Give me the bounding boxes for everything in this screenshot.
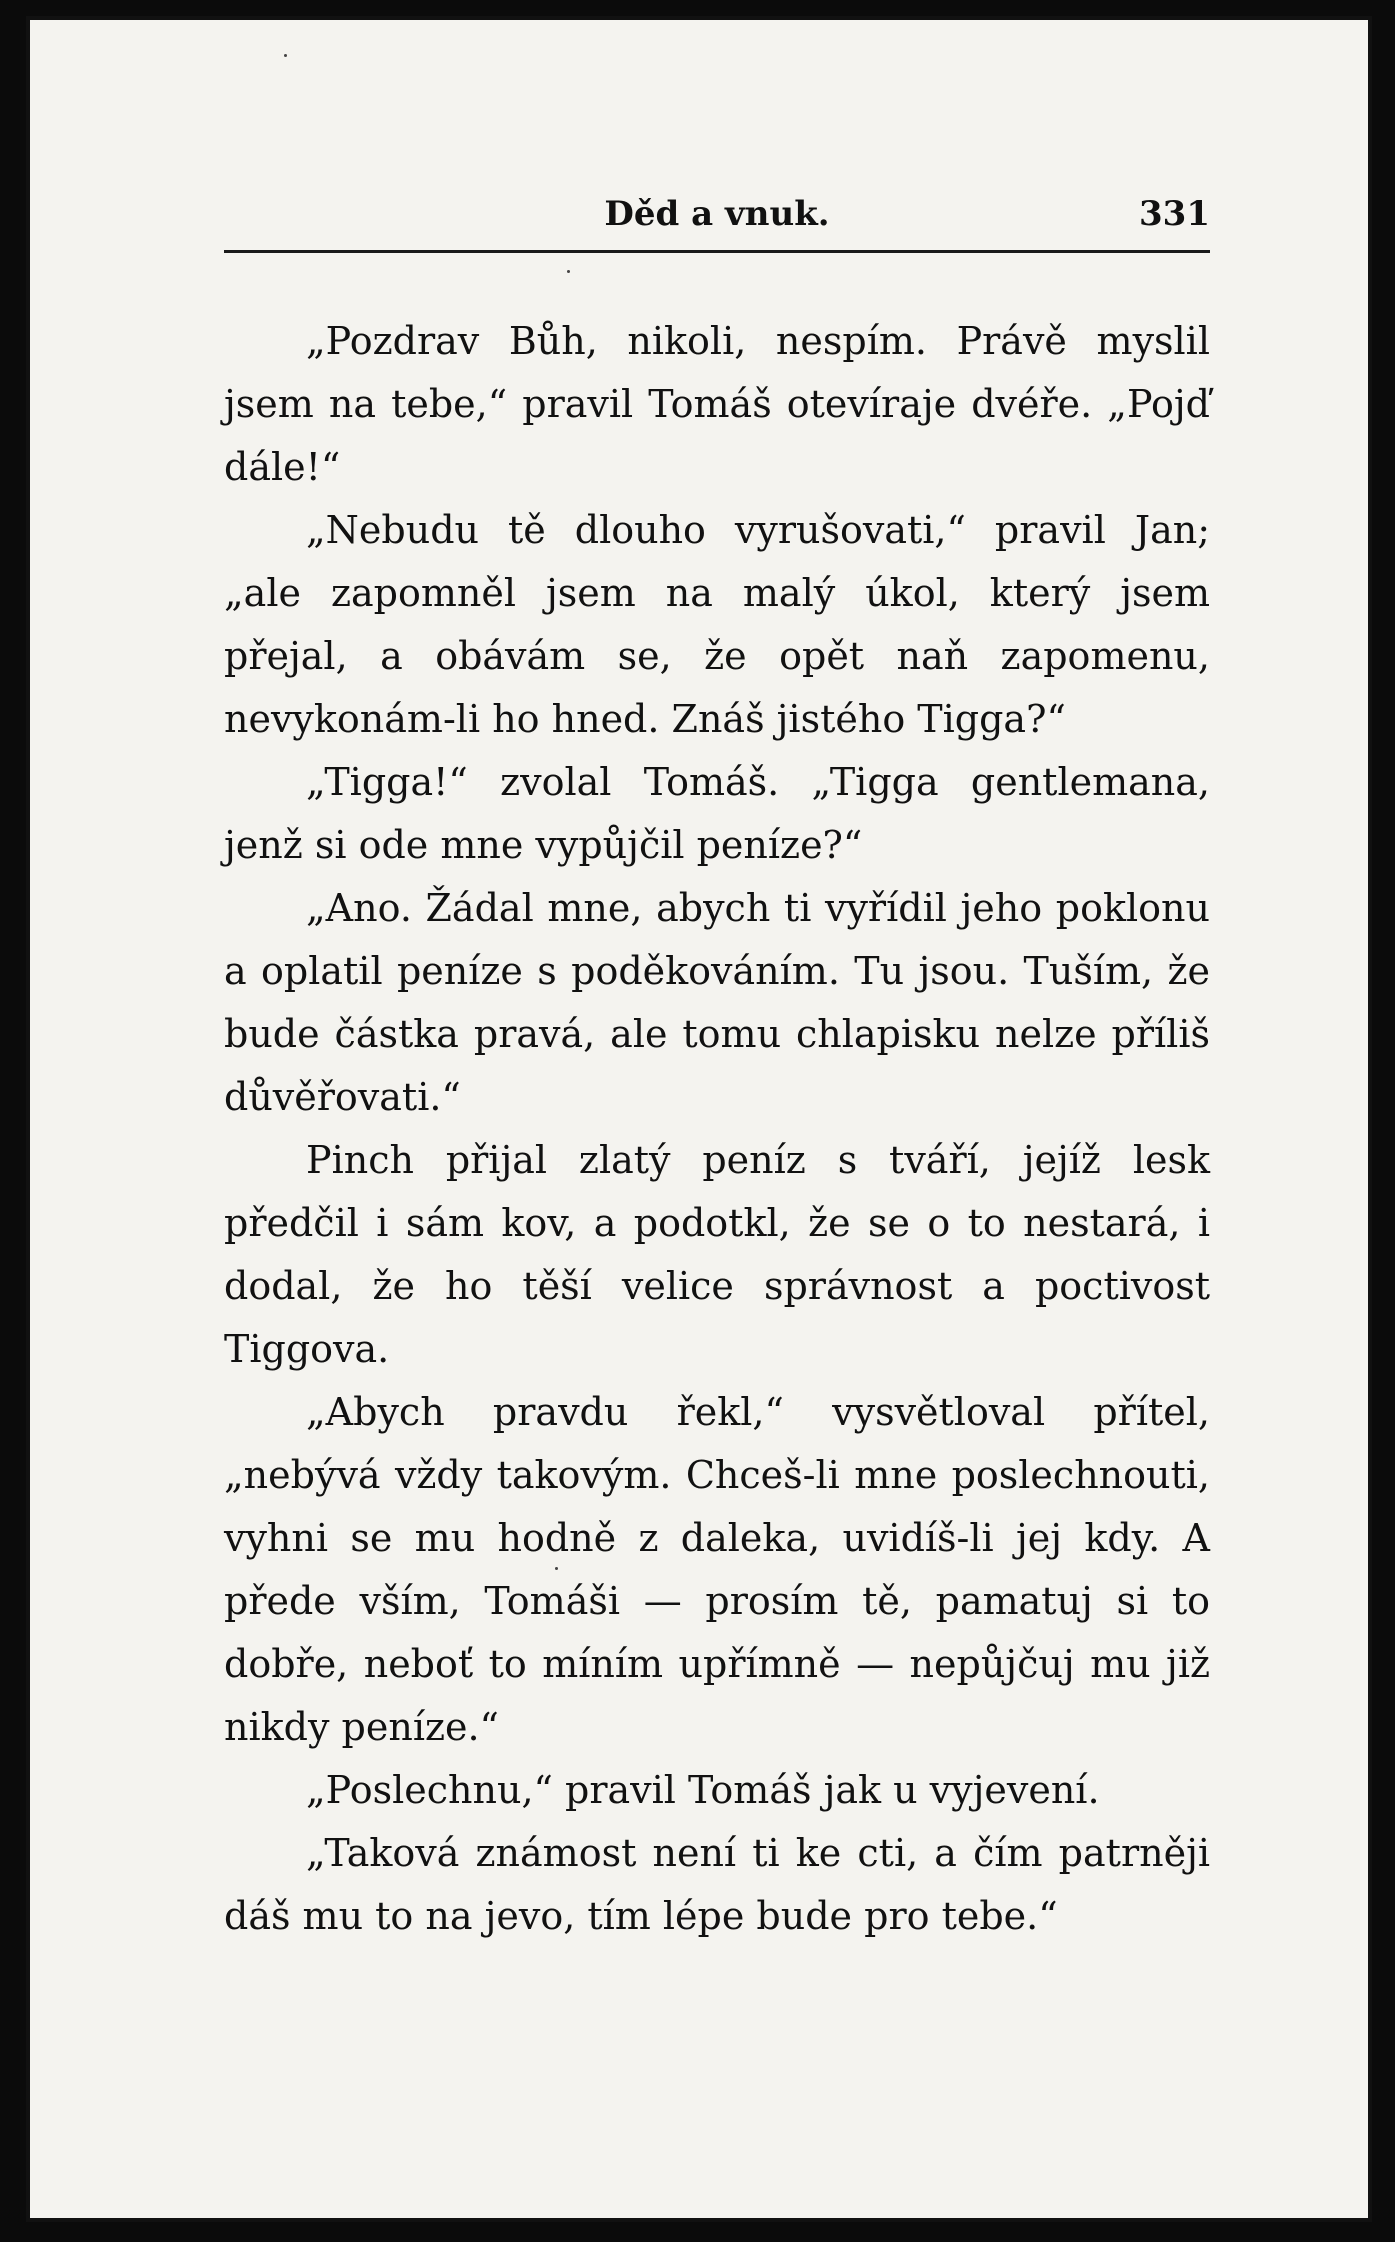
paragraph: „Taková známost není ti ke cti, a čím patrněji dáš mu to na jevo, tím lépe bude pro tebe.“ — [224, 1831, 1210, 1938]
page-header — [224, 180, 1210, 253]
paragraph: „Tigga!“ zvolal Tomáš. „Tigga gentlemana, jenž si ode mne vypůjčil peníze?“ — [224, 760, 1210, 867]
running-title: Děd a vnuk. — [604, 194, 830, 234]
paper-speck — [567, 270, 570, 273]
body-text — [224, 310, 1210, 1948]
book-page — [26, 16, 1372, 2222]
paragraph: „Pozdrav Bůh, nikoli, nespím. Právě myslil jsem na tebe,“ pravil Tomáš otevíraje dvéře. „Pojď dále!“ — [224, 319, 1210, 489]
paper-speck — [284, 54, 287, 57]
paragraph: Pinch přijal zlatý peníz s tváří, jejíž lesk předčil i sám kov, a podotkl, že se o to nestará, i dodal, že ho těší velice správnost a poctivost Tiggova. — [224, 1138, 1210, 1371]
paragraph: „Abych pravdu řekl,“ vysvětloval přítel, „nebývá vždy takovým. Chceš-li mne poslechnouti, vyhni se mu hodně z daleka, uvidíš-li jej kdy. A přede vším, Tomáši — prosím tě, pamatuj si to dobře, neboť to míním upřímně — nepůjčuj mu již nikdy peníze.“ — [224, 1390, 1210, 1749]
page-number: 331 — [1139, 194, 1210, 234]
paragraph: „Ano. Žádal mne, abych ti vyřídil jeho poklonu a oplatil peníze s poděkováním. Tu jsou. Tuším, že bude částka pravá, ale tomu chlapisku nelze příliš důvěřovati.“ — [224, 886, 1210, 1119]
paragraph: „Nebudu tě dlouho vyrušovati,“ pravil Jan; „ale zapomněl jsem na malý úkol, který jsem přejal, a obávám se, že opět naň zapomenu, nevykonám-li ho hned. Znáš jistého Tigga?“ — [224, 508, 1210, 741]
paragraph: „Poslechnu,“ pravil Tomáš jak u vyjevení. — [306, 1768, 1100, 1812]
